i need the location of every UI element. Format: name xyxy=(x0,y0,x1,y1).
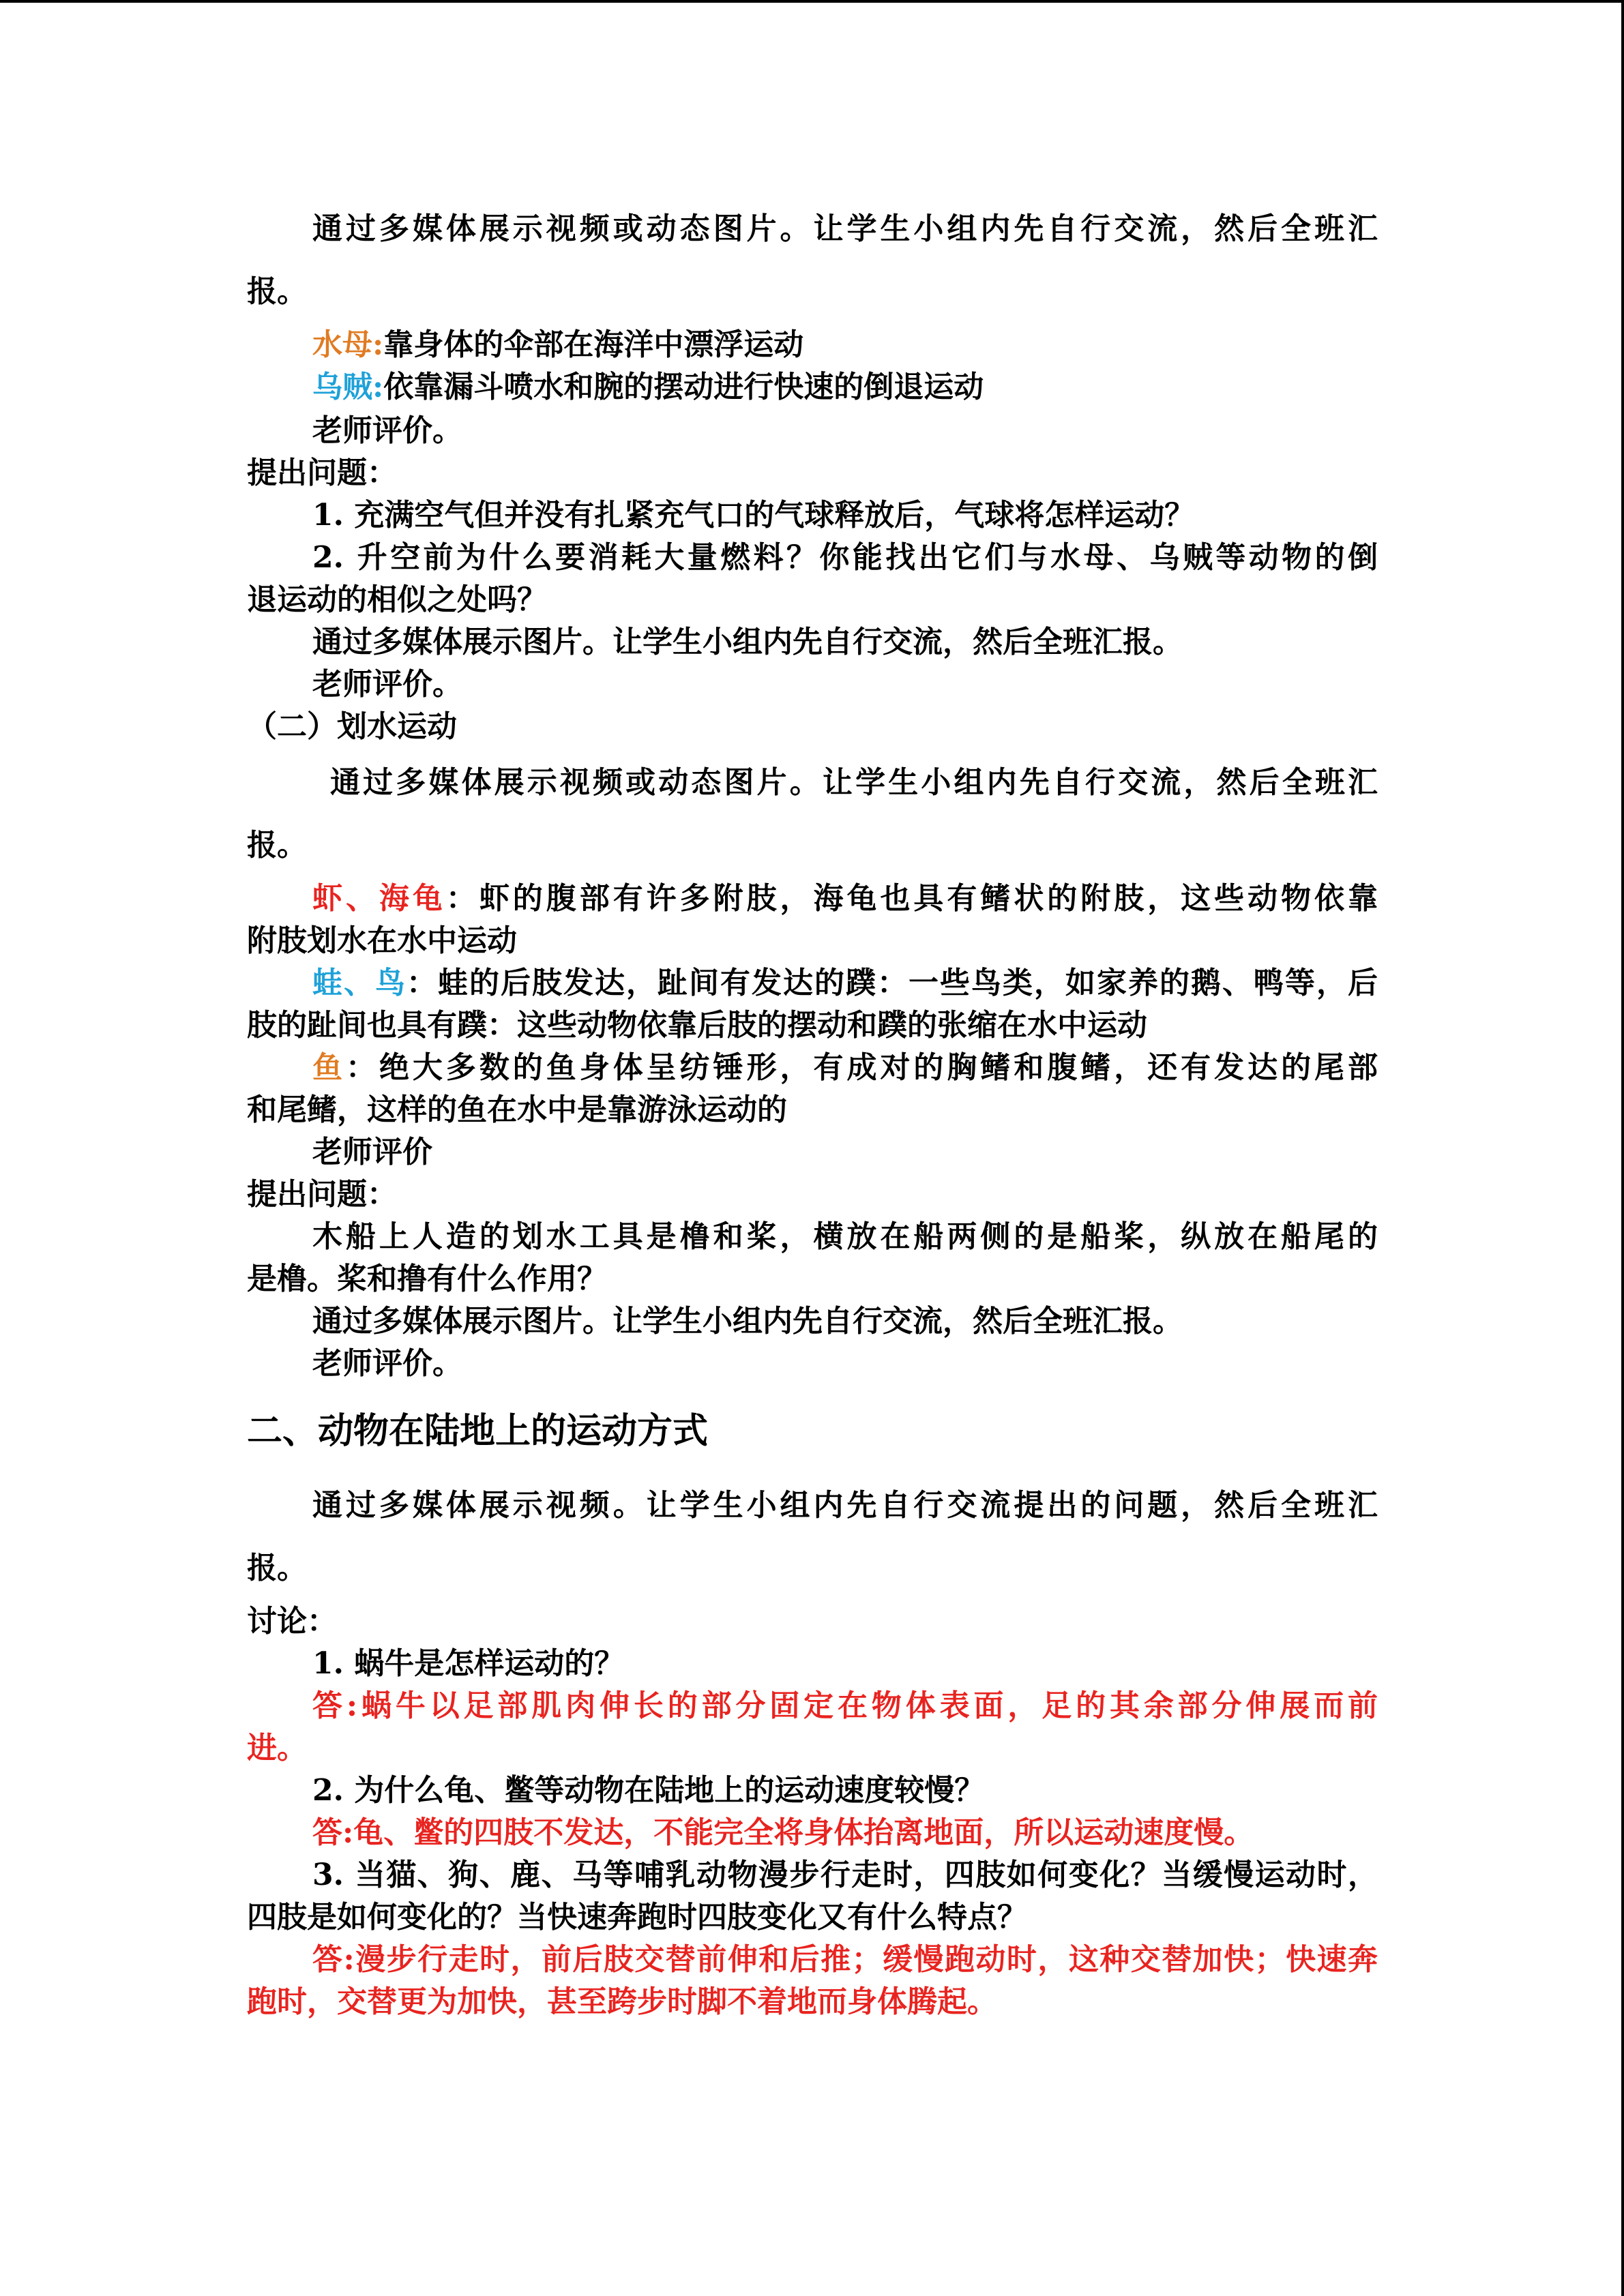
frog-line-cont: 肢的趾间也具有蹼：这些动物依靠后肢的摆动和蹼的张缩在水中运动 xyxy=(247,1008,1147,1043)
teacher-eval: 老师评价。 xyxy=(312,1346,462,1381)
teacher-eval: 老师评价 xyxy=(312,1135,432,1169)
answer-2: 答:龟、鳖的四肢不发达，不能完全将身体抬离地面，所以运动速度慢。 xyxy=(312,1815,1254,1850)
fish-line xyxy=(312,1049,1378,1087)
para-line: 报。 xyxy=(247,1551,307,1585)
fish-line-cont: 和尾鳍，这样的鱼在水中是靠游泳运动的 xyxy=(247,1092,787,1127)
fish-text: ：绝大多数的鱼身体呈纺锤形，有成对的胸鳍和腹鳍，还有发达的尾部 xyxy=(345,1050,1378,1085)
answer-3-cont: 跑时，交替更为加快，甚至跨步时脚不着地而身体腾起。 xyxy=(247,1984,997,2019)
squid-line xyxy=(312,368,1378,406)
discussion-heading: 讨论： xyxy=(247,1604,337,1639)
para-line: 报。 xyxy=(247,274,307,309)
squid-label: 乌贼: xyxy=(312,370,384,404)
answer-1-cont: 进。 xyxy=(247,1731,307,1765)
para-line: 通过多媒体展示视频或动态图片。让学生小组内先自行交流，然后全班汇 xyxy=(312,211,1378,246)
para-line: 通过多媒体展示视频。让学生小组内先自行交流提出的问题，然后全班汇 xyxy=(312,1488,1378,1523)
question-2: 2. 升空前为什么要消耗大量燃料？你能找出它们与水母、乌贼等动物的倒 xyxy=(312,540,1378,575)
shrimp-label: 虾、海龟 xyxy=(312,881,446,916)
answer-3: 答:漫步行走时，前后肢交替前伸和后推；缓慢跑动时，这种交替加快；快速奔 xyxy=(312,1942,1378,1977)
question-1: 1. 充满空气但并没有扎紧充气口的气球释放后，气球将怎样运动？ xyxy=(312,498,1195,533)
answer-1: 答:蜗牛以足部肌肉伸长的部分固定在物体表面，足的其余部分伸展而前 xyxy=(312,1688,1378,1723)
shrimp-line-cont: 附肢划水在水中运动 xyxy=(247,923,517,958)
para-line: 通过多媒体展示图片。让学生小组内先自行交流，然后全班汇报。 xyxy=(312,1304,1183,1339)
frog-label: 蛙、鸟 xyxy=(312,966,407,1000)
frog-line xyxy=(312,964,1378,1002)
frog-text: ：蛙的后肢发达，趾间有发达的蹼：一些鸟类，如家养的鹅、鸭等，后 xyxy=(407,966,1378,1000)
teacher-eval: 老师评价。 xyxy=(312,413,462,448)
discussion-question-2: 2. 为什么龟、鳖等动物在陆地上的运动速度较慢？ xyxy=(312,1773,985,1808)
question-heading: 提出问题： xyxy=(247,456,397,490)
para-line: 报。 xyxy=(247,828,307,863)
question-heading: 提出问题： xyxy=(247,1177,397,1212)
subsection-title: （二）划水运动 xyxy=(247,709,457,744)
question-2-cont: 退运动的相似之处吗？ xyxy=(247,582,547,617)
boat-question-cont: 是橹。桨和撸有什么作用？ xyxy=(247,1262,607,1296)
section-heading: 二、动物在陆地上的运动方式 xyxy=(247,1410,709,1452)
shrimp-text: ：虾的腹部有许多附肢，海龟也具有鳍状的附肢，这些动物依靠 xyxy=(445,881,1378,916)
fish-label: 鱼 xyxy=(312,1050,346,1085)
discussion-question-1: 1. 蜗牛是怎样运动的？ xyxy=(312,1646,625,1681)
para-line: 通过多媒体展示视频或动态图片。让学生小组内先自行交流，然后全班汇 xyxy=(330,765,1378,800)
jellyfish-label: 水母: xyxy=(312,327,384,362)
shrimp-line xyxy=(312,880,1378,918)
para-line: 通过多媒体展示图片。让学生小组内先自行交流，然后全班汇报。 xyxy=(312,625,1183,659)
boat-question: 木船上人造的划水工具是橹和桨，横放在船两侧的是船桨，纵放在船尾的 xyxy=(312,1219,1378,1254)
discussion-question-3: 3. 当猫、狗、鹿、马等哺乳动物漫步行走时，四肢如何变化？当缓慢运动时， xyxy=(312,1858,1378,1892)
teacher-eval: 老师评价。 xyxy=(312,667,462,702)
jellyfish-line xyxy=(312,326,1378,364)
squid-text: 依靠漏斗喷水和腕的摆动进行快速的倒退运动 xyxy=(383,370,984,404)
discussion-question-3-cont: 四肢是如何变化的？当快速奔跑时四肢变化又有什么特点？ xyxy=(247,1900,1027,1935)
jellyfish-text: 靠身体的伞部在海洋中漂浮运动 xyxy=(383,327,804,362)
